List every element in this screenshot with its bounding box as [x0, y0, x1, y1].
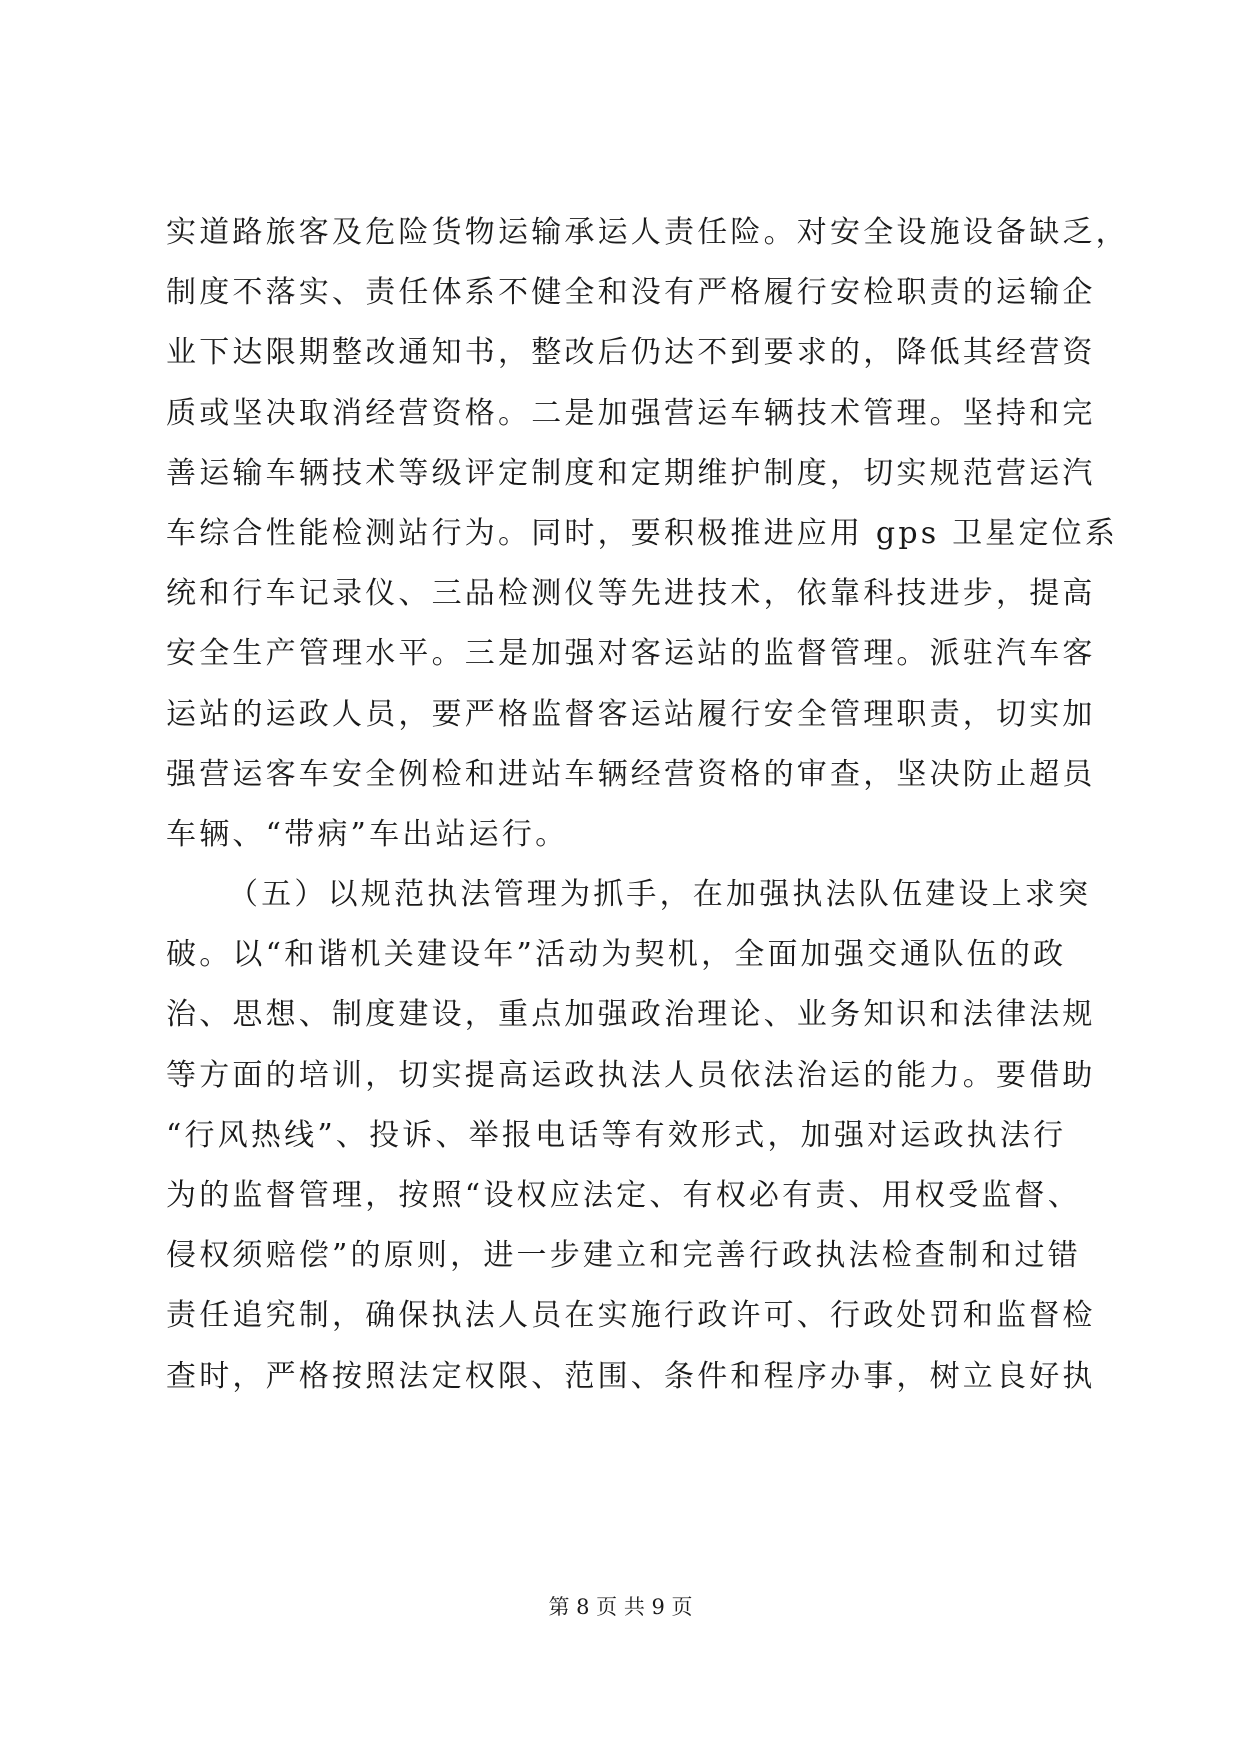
- text-line: 运站的运政人员，要严格监督客运站履行安全管理职责，切实加: [166, 696, 1096, 732]
- text-line: 安全生产管理水平。三是加强对客运站的监督管理。派驻汽车客: [166, 636, 1096, 672]
- text-line: 查时，严格按照法定权限、范围、条件和程序办事，树立良好执: [166, 1358, 1096, 1394]
- text-line: 责任追究制，确保执法人员在实施行政许可、行政处罚和监督检: [166, 1298, 1096, 1334]
- text-line: 治、思想、制度建设，重点加强政治理论、业务知识和法律法规: [166, 997, 1096, 1033]
- text-line: 统和行车记录仪、三品检测仪等先进技术，依靠科技进步，提高: [166, 576, 1096, 612]
- text-line: 强营运客车安全例检和进站车辆经营资格的审查，坚决防止超员: [166, 756, 1096, 792]
- text-line: 破。以“和谐机关建设年”活动为契机，全面加强交通队伍的政: [166, 937, 1067, 973]
- text-line: 车辆、“带病”车出站运行。: [166, 816, 569, 852]
- section-heading-line: （五）以规范执法管理为抓手，在加强执法队伍建设上求突: [228, 877, 1092, 913]
- page-number-label: 第 8 页 共 9 页: [548, 1595, 693, 1619]
- text-line: “行风热线”、投诉、举报电话等有效形式，加强对运政执法行: [166, 1117, 1067, 1153]
- text-line: 质或坚决取消经营资格。二是加强营运车辆技术管理。坚持和完: [166, 395, 1096, 431]
- text-line: 等方面的培训，切实提高运政执法人员依法治运的能力。要借助: [166, 1057, 1096, 1093]
- body-text: [166, 203, 1129, 1407]
- text-line: 为的监督管理，按照“设权应法定、有权必有责、用权受监督、: [166, 1178, 1081, 1213]
- page-footer: [0, 1591, 1241, 1621]
- text-line: 制度不落实、责任体系不健全和没有严格履行安检职责的运输企: [166, 275, 1096, 311]
- text-line: 实道路旅客及危险货物运输承运人责任险。对安全设施设备缺乏，: [166, 215, 1129, 250]
- text-line: 业下达限期整改通知书，整改后仍达不到要求的，降低其经营资: [166, 335, 1096, 371]
- text-line: 车综合性能检测站行为。同时，要积极推进应用 gps 卫星定位系: [166, 515, 1119, 551]
- text-line: 侵权须赔偿”的原则，进一步建立和完善行政执法检查制和过错: [166, 1238, 1081, 1274]
- text-line: 善运输车辆技术等级评定制度和定期维护制度，切实规范营运汽: [166, 455, 1096, 491]
